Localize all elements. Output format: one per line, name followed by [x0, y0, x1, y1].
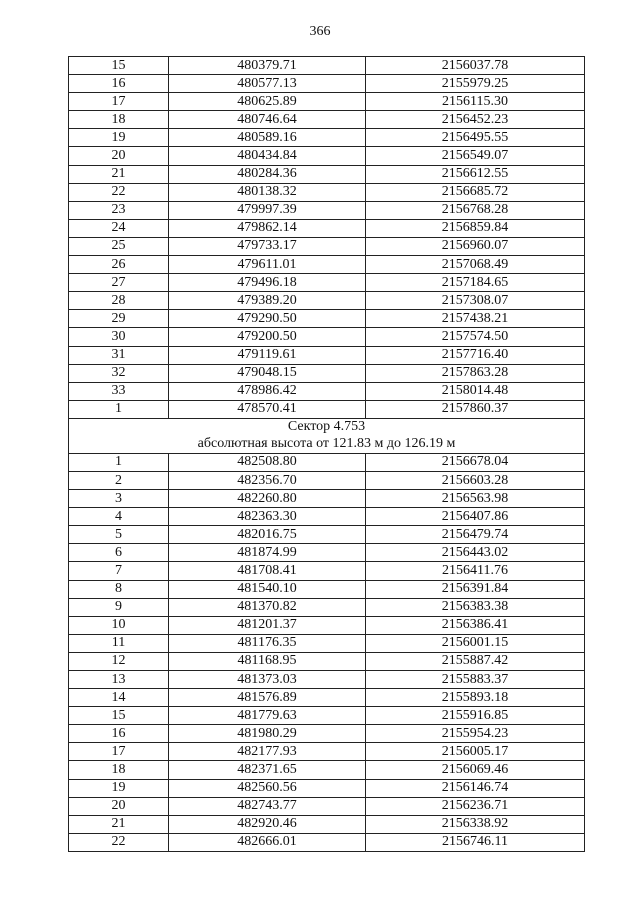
y-coordinate-cell: 2157184.65: [366, 274, 585, 292]
point-number-cell: 22: [69, 833, 169, 851]
x-coordinate-cell: 482371.65: [169, 761, 366, 779]
rows-after-group: [69, 453, 585, 851]
x-coordinate-cell: 481708.41: [169, 562, 366, 580]
table-row: [69, 490, 585, 508]
y-coordinate-cell: 2156746.11: [366, 833, 585, 851]
table-row: [69, 292, 585, 310]
point-number-cell: 6: [69, 544, 169, 562]
point-number-cell: 17: [69, 93, 169, 111]
x-coordinate-cell: 479733.17: [169, 237, 366, 255]
section-header-cell: [69, 418, 585, 453]
y-coordinate-cell: 2157860.37: [366, 400, 585, 418]
point-number-cell: 1: [69, 453, 169, 471]
table-row: [69, 833, 585, 851]
table-row: [69, 111, 585, 129]
point-number-cell: 20: [69, 797, 169, 815]
section-header-row: [69, 418, 585, 453]
table-row: [69, 274, 585, 292]
x-coordinate-cell: 482363.30: [169, 508, 366, 526]
y-coordinate-cell: 2157863.28: [366, 364, 585, 382]
point-number-cell: 19: [69, 129, 169, 147]
y-coordinate-cell: 2156391.84: [366, 580, 585, 598]
y-coordinate-cell: 2155883.37: [366, 671, 585, 689]
coordinates-table: [68, 56, 585, 852]
y-coordinate-cell: 2156236.71: [366, 797, 585, 815]
table-row: [69, 147, 585, 165]
y-coordinate-cell: 2155887.42: [366, 652, 585, 670]
y-coordinate-cell: 2156563.98: [366, 490, 585, 508]
table-row: [69, 616, 585, 634]
table-row: [69, 544, 585, 562]
y-coordinate-cell: 2156612.55: [366, 165, 585, 183]
x-coordinate-cell: 482743.77: [169, 797, 366, 815]
point-number-cell: 5: [69, 526, 169, 544]
x-coordinate-cell: 480577.13: [169, 75, 366, 93]
table-row: [69, 129, 585, 147]
x-coordinate-cell: 482508.80: [169, 453, 366, 471]
x-coordinate-cell: 479290.50: [169, 310, 366, 328]
y-coordinate-cell: 2156443.02: [366, 544, 585, 562]
y-coordinate-cell: 2155893.18: [366, 689, 585, 707]
y-coordinate-cell: 2156386.41: [366, 616, 585, 634]
y-coordinate-cell: 2158014.48: [366, 382, 585, 400]
y-coordinate-cell: 2156146.74: [366, 779, 585, 797]
point-number-cell: 4: [69, 508, 169, 526]
point-number-cell: 11: [69, 634, 169, 652]
section-title: Сектор 4.753: [287, 418, 366, 434]
x-coordinate-cell: 481540.10: [169, 580, 366, 598]
point-number-cell: 1: [69, 400, 169, 418]
point-number-cell: 14: [69, 689, 169, 707]
table-row: [69, 526, 585, 544]
table-row: [69, 328, 585, 346]
y-coordinate-cell: 2156859.84: [366, 219, 585, 237]
table-row: [69, 237, 585, 255]
x-coordinate-cell: 482560.56: [169, 779, 366, 797]
point-number-cell: 18: [69, 111, 169, 129]
x-coordinate-cell: 479611.01: [169, 256, 366, 274]
y-coordinate-cell: 2156069.46: [366, 761, 585, 779]
table-row: [69, 382, 585, 400]
table-row: [69, 797, 585, 815]
table-row: [69, 57, 585, 75]
point-number-cell: 17: [69, 743, 169, 761]
section-header-group: [69, 418, 585, 453]
table-row: [69, 201, 585, 219]
point-number-cell: 15: [69, 57, 169, 75]
table-row: [69, 400, 585, 418]
x-coordinate-cell: 482177.93: [169, 743, 366, 761]
table-row: [69, 508, 585, 526]
y-coordinate-cell: 2156549.07: [366, 147, 585, 165]
y-coordinate-cell: 2156678.04: [366, 453, 585, 471]
x-coordinate-cell: 481874.99: [169, 544, 366, 562]
point-number-cell: 16: [69, 725, 169, 743]
x-coordinate-cell: 482356.70: [169, 471, 366, 489]
y-coordinate-cell: 2156495.55: [366, 129, 585, 147]
x-coordinate-cell: 479496.18: [169, 274, 366, 292]
point-number-cell: 27: [69, 274, 169, 292]
x-coordinate-cell: 482666.01: [169, 833, 366, 851]
point-number-cell: 20: [69, 147, 169, 165]
y-coordinate-cell: 2156452.23: [366, 111, 585, 129]
x-coordinate-cell: 481201.37: [169, 616, 366, 634]
x-coordinate-cell: 480138.32: [169, 183, 366, 201]
table-row: [69, 598, 585, 616]
y-coordinate-cell: 2156960.07: [366, 237, 585, 255]
table-row: [69, 779, 585, 797]
point-number-cell: 18: [69, 761, 169, 779]
x-coordinate-cell: 482016.75: [169, 526, 366, 544]
point-number-cell: 21: [69, 815, 169, 833]
y-coordinate-cell: 2156685.72: [366, 183, 585, 201]
x-coordinate-cell: 482920.46: [169, 815, 366, 833]
point-number-cell: 16: [69, 75, 169, 93]
y-coordinate-cell: 2156383.38: [366, 598, 585, 616]
table-row: [69, 580, 585, 598]
point-number-cell: 32: [69, 364, 169, 382]
table-row: [69, 183, 585, 201]
point-number-cell: 2: [69, 471, 169, 489]
table-row: [69, 725, 585, 743]
point-number-cell: 28: [69, 292, 169, 310]
table-row: [69, 310, 585, 328]
point-number-cell: 9: [69, 598, 169, 616]
point-number-cell: 7: [69, 562, 169, 580]
x-coordinate-cell: 479862.14: [169, 219, 366, 237]
point-number-cell: 12: [69, 652, 169, 670]
y-coordinate-cell: 2156037.78: [366, 57, 585, 75]
x-coordinate-cell: 479119.61: [169, 346, 366, 364]
y-coordinate-cell: 2156001.15: [366, 634, 585, 652]
y-coordinate-cell: 2156479.74: [366, 526, 585, 544]
x-coordinate-cell: 481576.89: [169, 689, 366, 707]
y-coordinate-cell: 2157574.50: [366, 328, 585, 346]
x-coordinate-cell: 479389.20: [169, 292, 366, 310]
point-number-cell: 26: [69, 256, 169, 274]
table-row: [69, 707, 585, 725]
table-row: [69, 671, 585, 689]
y-coordinate-cell: 2156603.28: [366, 471, 585, 489]
x-coordinate-cell: 480284.36: [169, 165, 366, 183]
x-coordinate-cell: 481168.95: [169, 652, 366, 670]
y-coordinate-cell: 2156768.28: [366, 201, 585, 219]
y-coordinate-cell: 2156338.92: [366, 815, 585, 833]
x-coordinate-cell: 480434.84: [169, 147, 366, 165]
point-number-cell: 19: [69, 779, 169, 797]
table-row: [69, 689, 585, 707]
y-coordinate-cell: 2157716.40: [366, 346, 585, 364]
x-coordinate-cell: 481980.29: [169, 725, 366, 743]
x-coordinate-cell: 479997.39: [169, 201, 366, 219]
point-number-cell: 10: [69, 616, 169, 634]
x-coordinate-cell: 478570.41: [169, 400, 366, 418]
y-coordinate-cell: 2155954.23: [366, 725, 585, 743]
table-row: [69, 364, 585, 382]
point-number-cell: 23: [69, 201, 169, 219]
page-number: 366: [309, 24, 331, 39]
table-row: [69, 471, 585, 489]
point-number-cell: 8: [69, 580, 169, 598]
point-number-cell: 30: [69, 328, 169, 346]
x-coordinate-cell: 478986.42: [169, 382, 366, 400]
y-coordinate-cell: 2156411.76: [366, 562, 585, 580]
table-row: [69, 634, 585, 652]
x-coordinate-cell: 479048.15: [169, 364, 366, 382]
table-row: [69, 219, 585, 237]
point-number-cell: 15: [69, 707, 169, 725]
y-coordinate-cell: 2157438.21: [366, 310, 585, 328]
y-coordinate-cell: 2156115.30: [366, 93, 585, 111]
table-row: [69, 652, 585, 670]
table-row: [69, 256, 585, 274]
point-number-cell: 29: [69, 310, 169, 328]
y-coordinate-cell: 2155979.25: [366, 75, 585, 93]
table-row: [69, 75, 585, 93]
x-coordinate-cell: 480746.64: [169, 111, 366, 129]
point-number-cell: 22: [69, 183, 169, 201]
x-coordinate-cell: 481176.35: [169, 634, 366, 652]
y-coordinate-cell: 2157068.49: [366, 256, 585, 274]
x-coordinate-cell: 481370.82: [169, 598, 366, 616]
table-row: [69, 93, 585, 111]
table-row: [69, 815, 585, 833]
x-coordinate-cell: 481373.03: [169, 671, 366, 689]
y-coordinate-cell: 2156005.17: [366, 743, 585, 761]
rows-before-group: [69, 57, 585, 419]
x-coordinate-cell: 482260.80: [169, 490, 366, 508]
point-number-cell: 31: [69, 346, 169, 364]
x-coordinate-cell: 480379.71: [169, 57, 366, 75]
point-number-cell: 21: [69, 165, 169, 183]
x-coordinate-cell: 479200.50: [169, 328, 366, 346]
y-coordinate-cell: 2155916.85: [366, 707, 585, 725]
section-subtitle: абсолютная высота от 121.83 м до 126.19 м: [197, 435, 456, 451]
table-row: [69, 743, 585, 761]
x-coordinate-cell: 480625.89: [169, 93, 366, 111]
x-coordinate-cell: 481779.63: [169, 707, 366, 725]
point-number-cell: 13: [69, 671, 169, 689]
y-coordinate-cell: 2157308.07: [366, 292, 585, 310]
point-number-cell: 3: [69, 490, 169, 508]
table-row: [69, 165, 585, 183]
table-row: [69, 453, 585, 471]
y-coordinate-cell: 2156407.86: [366, 508, 585, 526]
point-number-cell: 25: [69, 237, 169, 255]
x-coordinate-cell: 480589.16: [169, 129, 366, 147]
table-row: [69, 562, 585, 580]
table-row: [69, 346, 585, 364]
table-row: [69, 761, 585, 779]
point-number-cell: 33: [69, 382, 169, 400]
point-number-cell: 24: [69, 219, 169, 237]
